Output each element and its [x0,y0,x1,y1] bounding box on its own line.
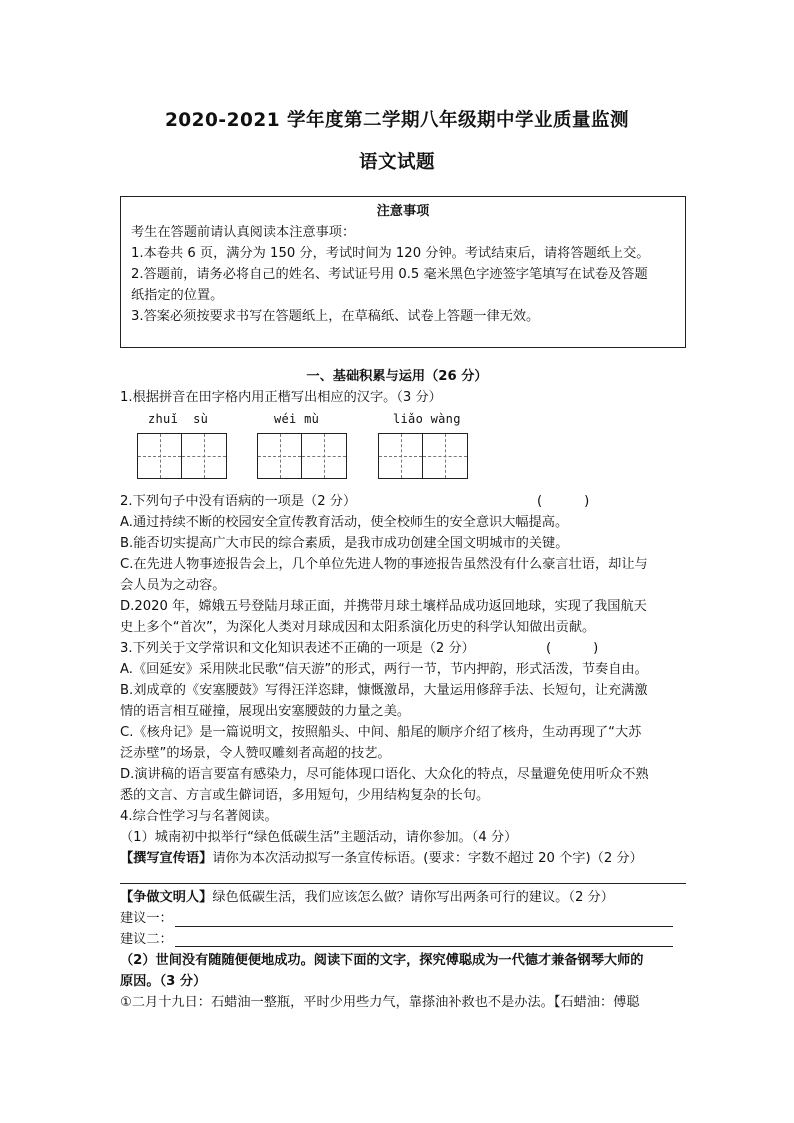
notice-line: 考生在答题前请认真阅读本注意事项： [131,225,356,240]
tianzige-cell[interactable] [302,433,347,479]
option-d: D.演讲稿的语言要富有感染力，尽可能体现口语化、大众化的特点，尽量避免使用听众不熟 [120,767,649,782]
tianzige-cell[interactable] [423,433,468,479]
notice-line: 纸指定的位置。 [131,288,224,303]
pinyin-1: zhuǐ sù [148,412,209,426]
question-4-stem: 4.综合性学习与名著阅读。 [120,809,278,824]
tianzige-cell[interactable] [257,433,302,479]
pinyin-2: wéi mù [274,412,320,426]
question-2-stem: 2.下列句子中没有语病的一项是（2 分） [120,494,357,509]
option-a: A.通过持续不断的校园安全宣传教育活动，使全校师生的安全意识大幅提高。 [120,515,569,530]
tianzige-group-1[interactable] [137,433,227,481]
option-d-cont: 史上多个“首次”，为深化人类对月球成因和太阳系演化历史的科学认知做出贡献。 [120,620,596,635]
answer-bracket[interactable]: ( ) [537,494,590,509]
option-c: C.在先进人物事迹报告会上，几个单位先进人物的事迹报告虽然没有什么豪言壮语，却让与 [120,557,648,572]
tianzige-cell[interactable] [182,433,227,479]
notice-line: 3.答案必须按要求书写在答题纸上，在草稿纸、试卷上答题一律无效。 [131,309,540,324]
question-4-part2-cont: 原因。（3 分） [120,974,207,989]
tianzige-group-2[interactable] [257,433,347,481]
notice-line: 1.本卷共 6 页，满分为 150 分，考试时间为 120 分钟。考试结束后，请将答题纸上交。 [131,246,650,261]
option-c: C.《核舟记》是一篇说明文，按照船头、中间、船尾的顺序介绍了核舟，生动再现了“大苏 [120,725,642,740]
answer-line-suggestion-1[interactable] [175,926,673,927]
option-c-cont: 泛赤壁”的场景，令人赞叹雕刻者高超的技艺。 [120,746,391,761]
suggestion-2-label: 建议二： [120,932,173,947]
answer-line-slogan[interactable] [120,883,686,884]
question-4-part2: （2）世间没有随随便便地成功。阅读下面的文字，探究傅聪成为一代德才兼备钢琴大师的 [120,953,644,968]
civil-prompt: 绿色低碳生活，我们应该怎么做？请你写出两条可行的建议。（2 分） [212,890,614,905]
question-4-part1: （1）城南初中拟举行“绿色低碳生活”主题活动，请你参加。（4 分） [120,830,518,845]
section-heading: 一、基础积累与运用（26 分） [306,369,488,384]
notice-line: 2.答题前，请务必将自己的姓名、考试证号用 0.5 毫米黑色字迹签字笔填写在试卷及答题 [131,267,648,282]
option-a: A.《回延安》采用陕北民歌“信天游”的形式，两行一节，节内押韵，形式活泼，节奏自由。 [120,662,648,677]
question-3-stem: 3.下列关于文学常识和文化知识表述不正确的一项是（2 分） [120,641,475,656]
tianzige-group-3[interactable] [378,433,468,481]
suggestion-1-label: 建议一： [120,911,173,926]
pinyin-3: liǎo wàng [393,412,461,426]
slogan-label: 【撰写宣传语】 [120,851,213,866]
tianzige-cell[interactable] [378,433,423,479]
page-subtitle: 语文试题 [358,152,435,173]
option-b: B.能否切实提高广大市民的综合素质，是我市成功创建全国文明城市的关键。 [120,536,569,551]
civil-label: 【争做文明人】 [120,890,213,905]
page-title: 2020-2021 学年度第二学期八年级期中学业质量监测 [164,110,630,131]
option-d: D.2020 年，嫦娥五号登陆月球正面，并携带月球土壤样品成功返回地球，实现了我国航天 [120,599,647,614]
option-b-cont: 情的语言相互碰撞，展现出安塞腰鼓的力量之美。 [120,704,411,719]
answer-line-suggestion-2[interactable] [175,946,673,947]
option-d-cont: 悉的文言、方言或生僻词语，多用短句，少用结构复杂的长句。 [120,788,490,803]
slogan-prompt: 请你为本次活动拟写一条宣传标语。(要求：字数不超过 20 个字)（2 分） [212,851,643,866]
reading-passage-line: ①二月十九日：石蜡油一整瓶，平时少用些力气，靠搽油补救也不是办法。【石蜡油：傅聪 [120,995,640,1010]
option-c-cont: 会人员为之动容。 [120,578,226,593]
answer-bracket[interactable]: ( ) [546,641,599,656]
notice-heading: 注意事项 [376,204,430,219]
option-b: B.刘成章的《安塞腰鼓》写得汪洋恣肆，慷慨激昂，大量运用修辞手法、长短句，让充满激 [120,683,648,698]
tianzige-cell[interactable] [137,433,182,479]
question-1-stem: 1.根据拼音在田字格内用正楷写出相应的汉字。（3 分） [120,390,442,405]
